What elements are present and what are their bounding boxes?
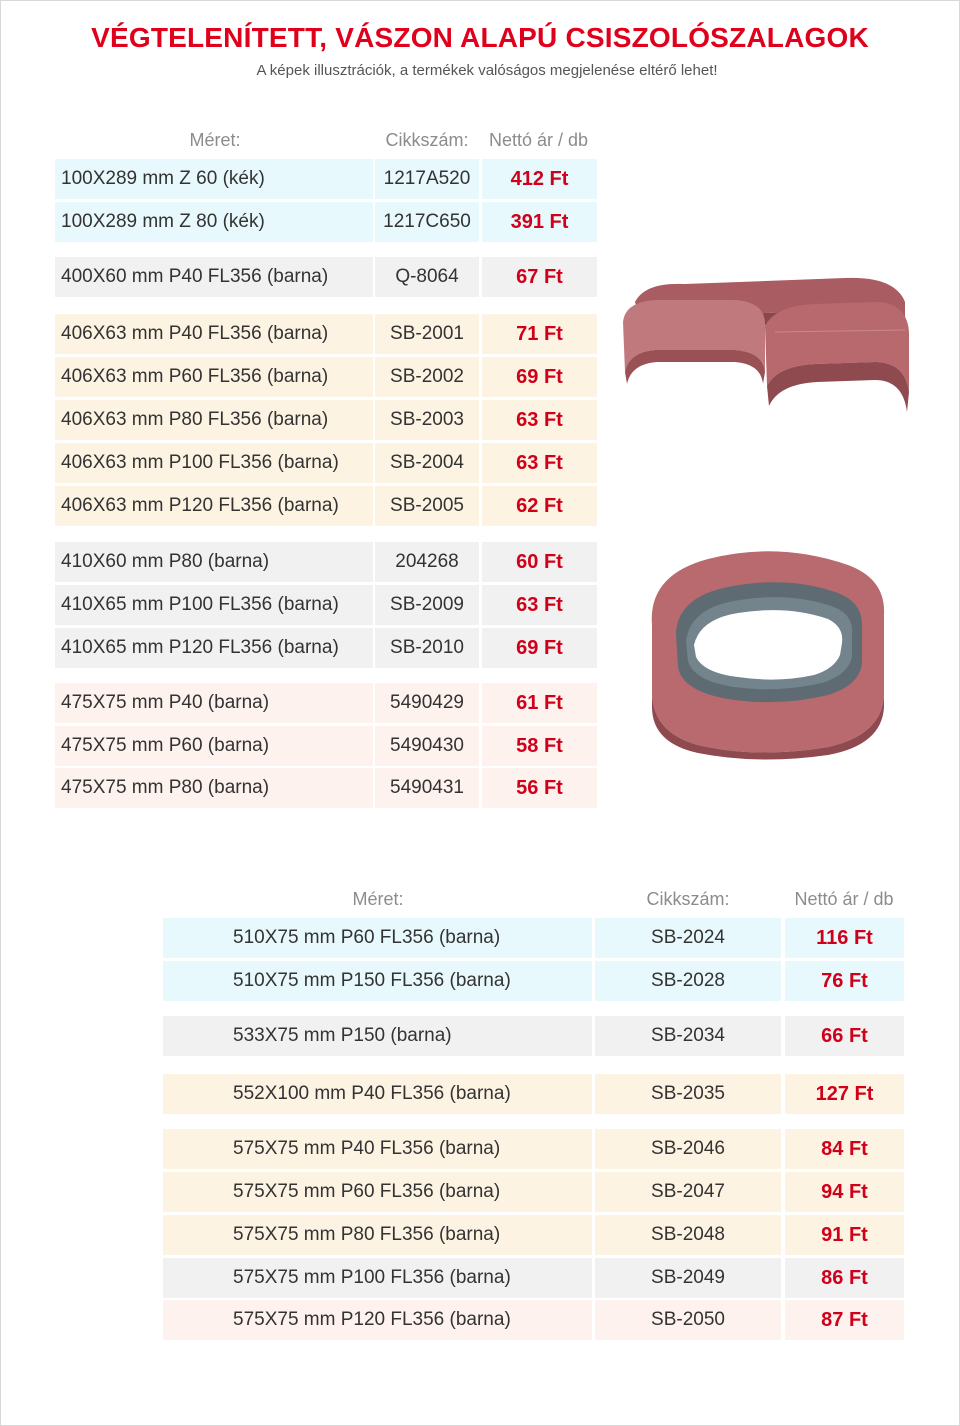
size-cell: 406X63 mm P60 FL356 (barna) xyxy=(55,357,373,397)
price-cell: 58 Ft xyxy=(482,726,597,766)
sanding-belt-stack-image xyxy=(638,545,892,760)
price-cell: 63 Ft xyxy=(482,443,597,483)
code-cell: 204268 xyxy=(375,542,479,582)
price-cell: 62 Ft xyxy=(482,486,597,526)
price-cell: 66 Ft xyxy=(785,1016,904,1056)
size-cell: 400X60 mm P40 FL356 (barna) xyxy=(55,257,373,297)
price-cell: 391 Ft xyxy=(482,202,597,242)
price-cell: 71 Ft xyxy=(482,314,597,354)
code-cell: SB-2050 xyxy=(595,1300,781,1340)
price-cell: 69 Ft xyxy=(482,357,597,397)
code-cell: SB-2003 xyxy=(375,400,479,440)
code-cell: SB-2046 xyxy=(595,1129,781,1169)
price-cell: 56 Ft xyxy=(482,768,597,808)
column-header-price: Nettó ár / db xyxy=(488,130,589,150)
price-cell: 67 Ft xyxy=(482,257,597,297)
price-cell: 94 Ft xyxy=(785,1172,904,1212)
price-cell: 69 Ft xyxy=(482,628,597,668)
size-cell: 552X100 mm P40 FL356 (barna) xyxy=(163,1074,592,1114)
size-cell: 575X75 mm P40 FL356 (barna) xyxy=(163,1129,592,1169)
code-cell: 1217C650 xyxy=(375,202,479,242)
size-cell: 575X75 mm P60 FL356 (barna) xyxy=(163,1172,592,1212)
price-cell: 60 Ft xyxy=(482,542,597,582)
size-cell: 510X75 mm P150 FL356 (barna) xyxy=(163,961,592,1001)
code-cell: SB-2024 xyxy=(595,918,781,958)
code-cell: 1217A520 xyxy=(375,159,479,199)
size-cell: 575X75 mm P100 FL356 (barna) xyxy=(163,1258,592,1298)
size-cell: 475X75 mm P60 (barna) xyxy=(55,726,373,766)
code-cell: SB-2028 xyxy=(595,961,781,1001)
column-header-code: Cikkszám: xyxy=(385,130,469,150)
code-cell: SB-2004 xyxy=(375,443,479,483)
size-cell: 100X289 mm Z 80 (kék) xyxy=(55,202,373,242)
code-cell: SB-2001 xyxy=(375,314,479,354)
size-cell: 410X60 mm P80 (barna) xyxy=(55,542,373,582)
code-cell: SB-2048 xyxy=(595,1215,781,1255)
code-cell: SB-2047 xyxy=(595,1172,781,1212)
code-cell: 5490431 xyxy=(375,768,479,808)
page-title: VÉGTELENÍTETT, VÁSZON ALAPÚ CSISZOLÓSZALAGOK xyxy=(91,22,869,53)
size-cell: 406X63 mm P40 FL356 (barna) xyxy=(55,314,373,354)
price-cell: 412 Ft xyxy=(482,159,597,199)
size-cell: 100X289 mm Z 60 (kék) xyxy=(55,159,373,199)
price-cell: 91 Ft xyxy=(785,1215,904,1255)
code-cell: SB-2049 xyxy=(595,1258,781,1298)
size-cell: 575X75 mm P120 FL356 (barna) xyxy=(163,1300,592,1340)
size-cell: 410X65 mm P120 FL356 (barna) xyxy=(55,628,373,668)
code-cell: Q-8064 xyxy=(375,257,479,297)
size-cell: 406X63 mm P100 FL356 (barna) xyxy=(55,443,373,483)
column-header-code-2: Cikkszám: xyxy=(646,889,730,909)
size-cell: 575X75 mm P80 FL356 (barna) xyxy=(163,1215,592,1255)
size-cell: 475X75 mm P80 (barna) xyxy=(55,768,373,808)
code-cell: SB-2002 xyxy=(375,357,479,397)
code-cell: SB-2010 xyxy=(375,628,479,668)
size-cell: 533X75 mm P150 (barna) xyxy=(163,1016,592,1056)
size-cell: 475X75 mm P40 (barna) xyxy=(55,683,373,723)
code-cell: SB-2009 xyxy=(375,585,479,625)
price-cell: 86 Ft xyxy=(785,1258,904,1298)
code-cell: SB-2035 xyxy=(595,1074,781,1114)
price-cell: 116 Ft xyxy=(785,918,904,958)
column-header-price-2: Nettó ár / db xyxy=(794,889,894,909)
column-header-size: Méret: xyxy=(189,130,241,150)
price-cell: 84 Ft xyxy=(785,1129,904,1169)
price-cell: 87 Ft xyxy=(785,1300,904,1340)
size-cell: 406X63 mm P120 FL356 (barna) xyxy=(55,486,373,526)
size-cell: 510X75 mm P60 FL356 (barna) xyxy=(163,918,592,958)
price-cell: 63 Ft xyxy=(482,400,597,440)
price-cell: 127 Ft xyxy=(785,1074,904,1114)
sanding-belt-group-image xyxy=(615,262,915,432)
page-subtitle: A képek illusztrációk, a termékek valóságos megjelenése eltérő lehet! xyxy=(256,62,718,79)
size-cell: 410X65 mm P100 FL356 (barna) xyxy=(55,585,373,625)
code-cell: SB-2005 xyxy=(375,486,479,526)
price-cell: 76 Ft xyxy=(785,961,904,1001)
size-cell: 406X63 mm P80 FL356 (barna) xyxy=(55,400,373,440)
price-cell: 63 Ft xyxy=(482,585,597,625)
code-cell: 5490430 xyxy=(375,726,479,766)
code-cell: 5490429 xyxy=(375,683,479,723)
column-header-size-2: Méret: xyxy=(352,889,404,909)
code-cell: SB-2034 xyxy=(595,1016,781,1056)
price-cell: 61 Ft xyxy=(482,683,597,723)
